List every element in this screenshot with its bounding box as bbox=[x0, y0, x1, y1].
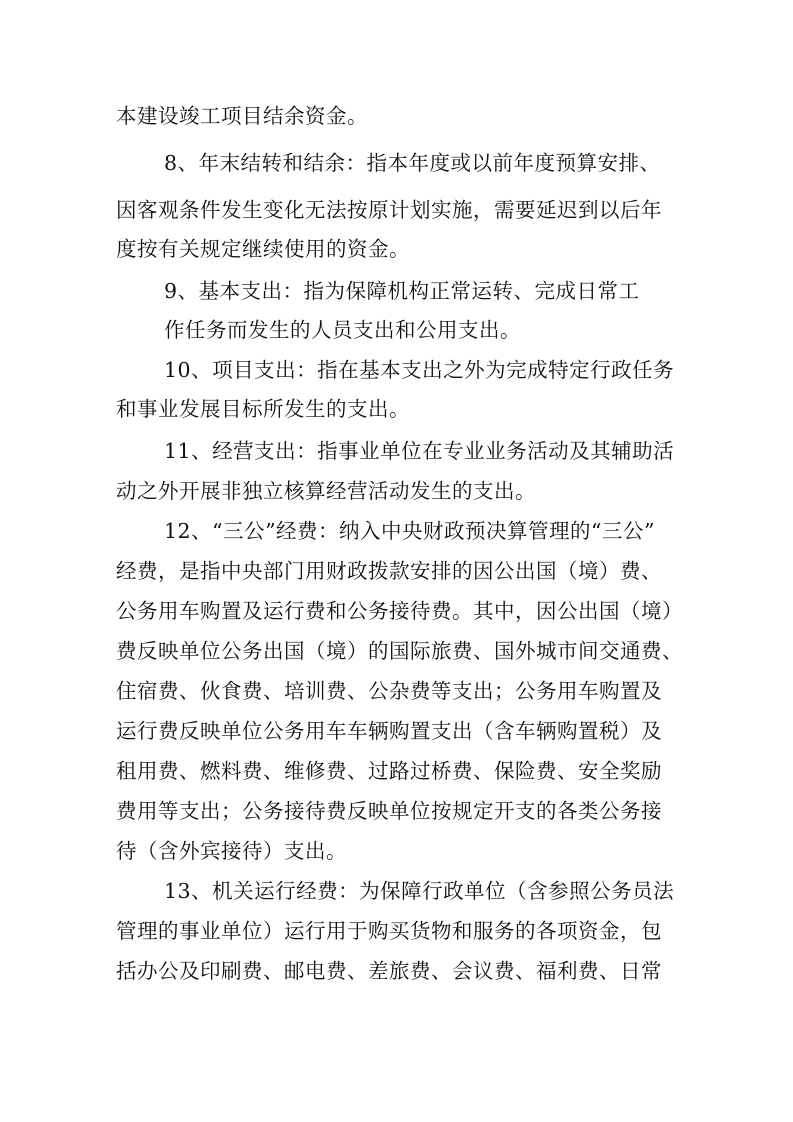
text-line-15: 住宿费、伙食费、培训费、公杂费等支出；公务用车购置及 bbox=[116, 679, 662, 703]
text-line-12: 经费，是指中央部门用财政拨款安排的因公出国（境）费、 bbox=[116, 559, 662, 583]
text-line-19: 待（含外宾接待）支出。 bbox=[116, 839, 347, 863]
text-line-2: 8、年末结转和结余：指本年度或以前年度预算安排、 bbox=[164, 151, 661, 175]
text-line-14: 费反映单位公务出国（境）的国际旅费、国外城市间交通费、 bbox=[116, 639, 683, 663]
text-line-10: 动之外开展非独立核算经营活动发生的支出。 bbox=[116, 479, 536, 503]
text-line-16: 运行费反映单位公务用车车辆购置支出（含车辆购置税）及 bbox=[116, 719, 662, 743]
text-line-17: 租用费、燃料费、维修费、过路过桥费、保险费、安全奖励 bbox=[116, 759, 662, 783]
text-line-7: 10、项目支出：指在基本支出之外为完成特定行政任务 bbox=[164, 358, 675, 382]
text-line-21: 管理的事业单位）运行用于购买货物和服务的各项资金，包 bbox=[116, 919, 662, 943]
text-line-22: 括办公及印刷费、邮电费、差旅费、会议费、福利费、日常 bbox=[116, 959, 662, 983]
text-line-9: 11、经营支出：指事业单位在专业业务活动及其辅助活 bbox=[164, 439, 675, 463]
text-line-4: 度按有关规定继续使用的资金。 bbox=[116, 237, 410, 261]
text-line-5: 9、基本支出：指为保障机构正常运转、完成日常工 bbox=[164, 279, 640, 303]
text-line-13: 公务用车购置及运行费和公务接待费。其中，因公出国（境） bbox=[116, 599, 683, 623]
text-line-8: 和事业发展目标所发生的支出。 bbox=[116, 397, 410, 421]
text-line-18: 费用等支出；公务接待费反映单位按规定开支的各类公务接 bbox=[116, 799, 662, 823]
text-line-6: 作任务而发生的人员支出和公用支出。 bbox=[164, 318, 521, 342]
text-line-1: 本建设竣工项目结余资金。 bbox=[116, 104, 368, 128]
text-line-11: 12、“三公”经费：纳入中央财政预决算管理的“三公” bbox=[164, 519, 656, 543]
text-line-3: 因客观条件发生变化无法按原计划实施，需要延迟到以后年 bbox=[116, 198, 662, 222]
text-line-20: 13、机关运行经费：为保障行政单位（含参照公务员法 bbox=[164, 879, 675, 903]
